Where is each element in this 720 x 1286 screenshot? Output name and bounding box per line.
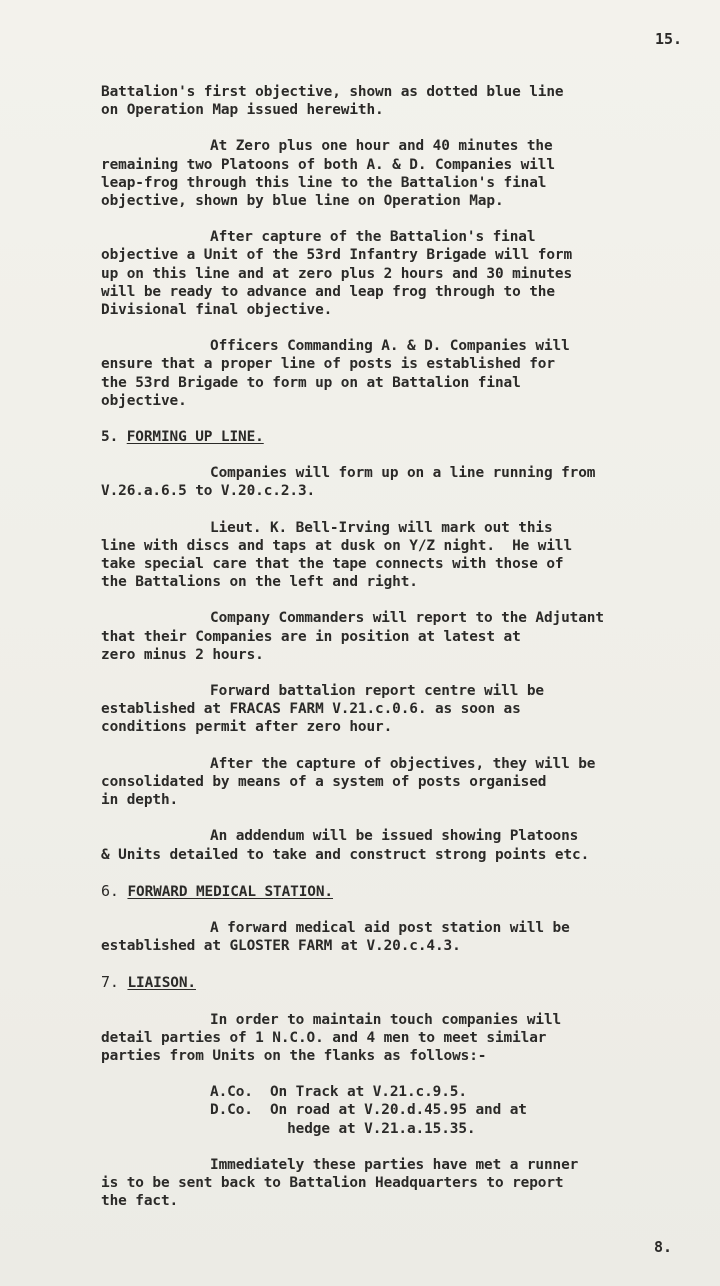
text-line: Forward battalion report centre will be	[210, 683, 544, 700]
page-number-bottom: 8.	[654, 1238, 673, 1256]
text-line: Officers Commanding A. & D. Companies will	[210, 338, 570, 355]
document-body	[101, 83, 717, 1228]
section-number: 7.	[101, 973, 119, 992]
text-line: consolidated by means of a system of posts organised	[101, 773, 547, 790]
section-number: 6.	[101, 881, 119, 900]
text-line: Lieut. K. Bell-Irving will mark out this	[210, 519, 553, 536]
text-line: & Units detailed to take and construct strong points etc.	[101, 846, 590, 863]
text-line: conditions permit after zero hour.	[101, 719, 393, 736]
section-6-paragraph-1	[101, 919, 717, 955]
text-line: on Operation Map issued herewith.	[101, 102, 384, 119]
text-line: established at GLOSTER FARM at V.20.c.4.3.	[101, 938, 461, 955]
section-6-heading	[101, 882, 717, 901]
text-line: objective a Unit of the 53rd Infantry Brigade will form	[101, 247, 573, 264]
liaison-line: A.Co. On Track at V.21.c.9.5.	[210, 1084, 467, 1101]
text-line: ensure that a proper line of posts is established for	[101, 356, 555, 373]
text-line: established at FRACAS FARM V.21.c.0.6. as soon as	[101, 701, 521, 718]
section-5-paragraph-3	[101, 609, 717, 664]
text-line: take special care that the tape connects with those of	[101, 556, 564, 573]
text-line: Companies will form up on a line running from	[210, 465, 596, 482]
section-7-paragraph-2	[101, 1156, 717, 1211]
section-5-paragraph-5	[101, 755, 717, 810]
text-line: V.26.a.6.5 to V.20.c.2.3.	[101, 483, 316, 500]
text-line: Divisional final objective.	[101, 302, 333, 319]
text-line: detail parties of 1 N.C.O. and 4 men to meet similar	[101, 1029, 547, 1046]
after-capture-paragraph	[101, 228, 717, 319]
text-line: the 53rd Brigade to form up on at Battalion final	[101, 374, 521, 391]
section-5-heading	[101, 428, 717, 446]
text-line: A forward medical aid post station will be	[210, 919, 570, 936]
text-line: leap-frog through this line to the Battalion's final	[101, 174, 547, 191]
text-line: will be ready to advance and leap frog through to the	[101, 283, 555, 300]
text-line: In order to maintain touch companies will	[210, 1011, 562, 1028]
text-line: the Battalions on the left and right.	[101, 574, 418, 591]
text-line: in depth.	[101, 792, 179, 809]
text-line: parties from Units on the flanks as follows:-	[101, 1047, 487, 1064]
text-line: line with discs and taps at dusk on Y/Z night. He will	[101, 537, 573, 554]
section-title: FORWARD MEDICAL STATION.	[127, 883, 333, 900]
section-title: LIAISON.	[127, 975, 196, 992]
section-5-paragraph-1	[101, 464, 717, 500]
zero-plus-paragraph	[101, 137, 717, 210]
text-line: After the capture of objectives, they will be	[210, 755, 596, 772]
liaison-line: hedge at V.21.a.15.35.	[210, 1120, 476, 1137]
text-line: After capture of the Battalion's final	[210, 229, 536, 246]
text-line: that their Companies are in position at latest at	[101, 628, 521, 645]
section-7-paragraph-1	[101, 1011, 717, 1066]
text-line: An addendum will be issued showing Platoons	[210, 828, 579, 845]
officers-paragraph	[101, 337, 717, 410]
page-number-top: 15.	[655, 30, 683, 48]
section-5-paragraph-4	[101, 682, 717, 737]
text-line: At Zero plus one hour and 40 minutes the	[210, 138, 553, 155]
text-line: the fact.	[101, 1193, 179, 1210]
section-number: 5.	[101, 429, 119, 446]
text-line: is to be sent back to Battalion Headquarters to report	[101, 1174, 564, 1191]
text-line: zero minus 2 hours.	[101, 646, 264, 663]
intro-paragraph	[101, 83, 717, 119]
text-line: up on this line and at zero plus 2 hours and 30 minutes	[101, 265, 573, 282]
text-line: objective.	[101, 392, 187, 409]
text-line: objective, shown by blue line on Operation Map.	[101, 193, 504, 210]
section-title: FORMING UP LINE.	[126, 429, 264, 446]
text-line: Battalion's first objective, shown as dotted blue line	[101, 84, 564, 100]
section-5-paragraph-6	[101, 827, 717, 863]
liaison-line: D.Co. On road at V.20.d.45.95 and at	[210, 1102, 527, 1119]
text-line: Company Commanders will report to the Adjutant	[210, 610, 604, 627]
section-5-paragraph-2	[101, 519, 717, 592]
section-7-heading	[101, 973, 717, 992]
liaison-list	[101, 1083, 717, 1138]
text-line: Immediately these parties have met a runner	[210, 1156, 579, 1173]
text-line: remaining two Platoons of both A. & D. Companies will	[101, 156, 555, 173]
